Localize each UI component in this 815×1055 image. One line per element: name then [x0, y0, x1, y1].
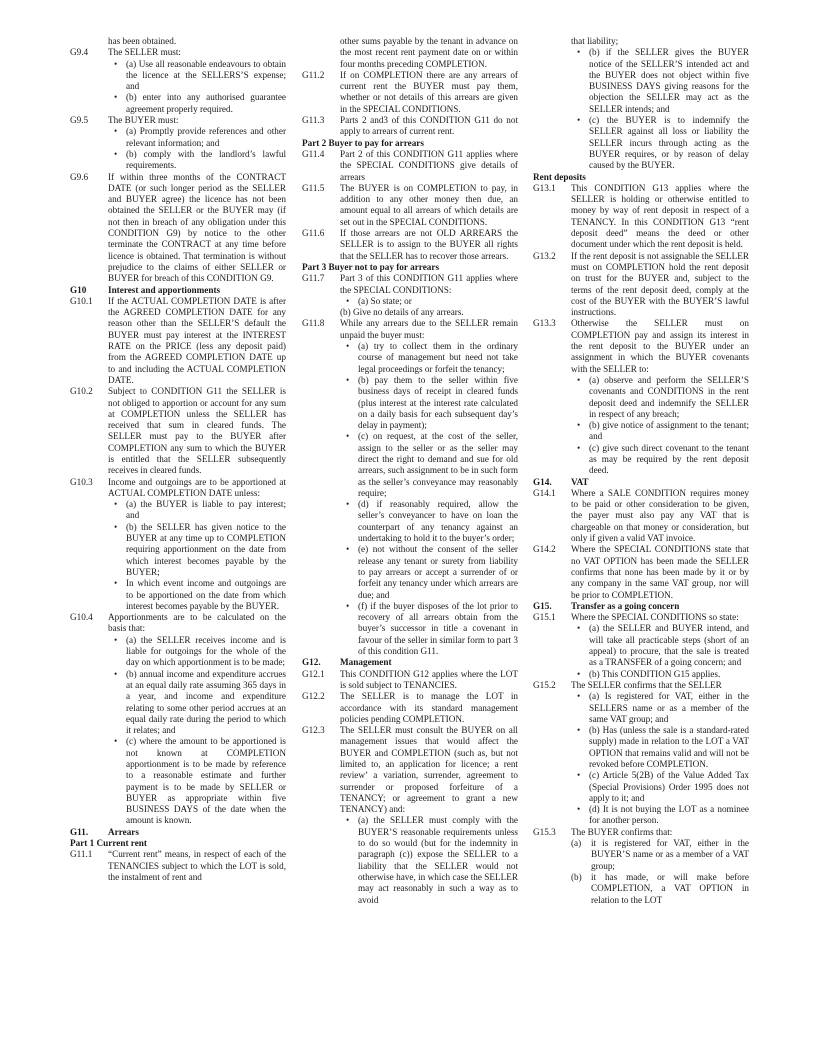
clause-text: While any arrears due to the SELLER remain unpaid the buyer must:	[340, 318, 518, 340]
clause-number: G11.8	[302, 318, 325, 329]
clause-number: G10.2	[70, 386, 93, 397]
bullet-item: • (b) if the SELLER gives the BUYER notice of the SELLER’S intended act and the BUYER does not object within five BUSINESS DAYS giving reasons for the objection the SELLER may act as the SELLER intends; and	[589, 47, 749, 115]
sub-item-label: (a)	[571, 838, 582, 849]
clause	[533, 612, 749, 623]
bullet-item: • (a) the BUYER is liable to pay interest; and	[126, 499, 286, 522]
clause	[70, 386, 286, 476]
part-heading: Part 3 Buyer not to pay for arrears	[302, 261, 440, 272]
bullet-item: • (c) Article 5(2B) of the Value Added Tax (Special Provisions) Order 1995 does not apply to it; and	[589, 770, 749, 804]
bullet-item: • (d) if reasonably required, allow the seller’s conveyancer to have on loan the counterpart of any tenancy against an undertaking to hold it to the buyer’s order;	[358, 499, 518, 544]
clause-text: Where the SPECIAL CONDITIONS so state:	[571, 612, 739, 623]
clause-text: that liability;	[571, 36, 619, 46]
bullet-item: • (a) the SELLER receives income and is liable for outgoings for the whole of the day on which apportionment is to be made;	[126, 635, 286, 669]
column-middle	[302, 36, 518, 906]
section-number: G12.	[302, 657, 321, 668]
clause-text: The SELLER confirms that the SELLER	[571, 679, 722, 690]
clause-number: G11.2	[302, 69, 325, 80]
bullet-item: • (b) This CONDITION G15 applies.	[589, 669, 749, 680]
clause-text: (b) Give no details of any arrears.	[340, 307, 464, 318]
clause-text: If the rent deposit is not assignable the SELLER must on COMPLETION hold the rent deposit on trust for the BUYER and, subject to the terms of the rent deposit deed, comply at the cost of the BUYER with the BUYER’S lawful instructions.	[571, 250, 749, 318]
section-heading	[533, 601, 749, 612]
clause	[70, 296, 286, 386]
clause-text: If the ACTUAL COMPLETION DATE is after the AGREED COMPLETION DATE for any reason other than the SELLER’S default the BUYER must pay interest at the INTEREST RATE on the PRICE (less any deposit paid) from the AGREED COMPLETION DATE up to and including the ACTUAL COMPLETION DATE.	[108, 295, 286, 385]
clause	[302, 725, 518, 815]
bullet-item: • (a) observe and perform the SELLER’S covenants and CONDITIONS in the rent deposit deed and indemnify the SELLER in respect of any breach;	[589, 375, 749, 420]
clause	[302, 691, 518, 725]
clause	[302, 70, 518, 115]
bullet-item: • (a) So state; or	[358, 296, 518, 307]
bullet-item: • (e) not without the consent of the seller release any tenant or surety from liability to pay arrears or accept a surrender of or forfeit any tenancy under which arrears are due; and	[358, 544, 518, 600]
clause-number: G10.1	[70, 295, 93, 306]
clause	[302, 318, 518, 341]
bullet-list	[571, 623, 749, 679]
bullet-item: • (b) enter into any authorised guarantee agreement properly required.	[126, 92, 286, 115]
bullet-list-wrap	[533, 691, 749, 827]
bullet-item: • (b) annual income and expenditure accrues at an equal daily rate assuming 365 days in a year, and income and expenditure relating to some other period accrues at an equal daily rate during the period to which it relates; and	[126, 669, 286, 737]
clause-number: G9.4	[70, 47, 89, 58]
part-heading: Part 1 Current rent	[70, 838, 147, 849]
bullet-item: • (b) comply with the landlord’s lawful requirements.	[126, 149, 286, 172]
clause-text: The SELLER must:	[108, 47, 181, 58]
clause-text: Subject to CONDITION G11 the SELLER is not obliged to apportion or account for any sum at COMPLETION unless the SELLER has received that sum in cleared funds. The SELLER must pay to the BUYER after COMPLETION any sum to which the BUYER is entitled that the SELLER subsequently receives in cleared funds.	[108, 386, 286, 476]
bullet-list-wrap	[70, 126, 286, 171]
clause-text: Parts 2 and3 of this CONDITION G11 do not apply to arrears of current rent.	[340, 115, 518, 137]
clause-number: G13.2	[533, 250, 556, 261]
clause-text: The BUYER is on COMPLETION to pay, in addition to any other money then due, an amount equal to all arrears of which details are set out in the SPECIAL CONDITIONS.	[340, 182, 518, 227]
sub-item	[571, 838, 749, 872]
bullet-list	[571, 375, 749, 477]
bullet-item: • (b) give notice of assignment to the tenant; and	[589, 420, 749, 443]
bullet-list-wrap	[533, 47, 749, 171]
clause-text: Apportionments are to be calculated on the basis that:	[108, 612, 286, 634]
sub-item-text: it has made, or will make before COMPLETION, a VAT OPTION in relation to the LOT	[591, 871, 749, 905]
clause-text: The SELLER is to manage the LOT in accordance with its standard management policies pending COMPLETION.	[340, 691, 518, 724]
section-title: Interest and apportionments	[108, 284, 221, 295]
clause-text: This CONDITION G13 applies where the SELLER is holding or otherwise entitled to money by way of rent deposit in respect of a TENANCY. In this CONDITION G13 “rent deposit deed” means the deed or other document under which the rent deposit is held.	[571, 182, 749, 250]
bullet-list	[340, 815, 518, 905]
clause-text: The BUYER confirms that:	[571, 826, 673, 837]
clause	[70, 477, 286, 500]
bullet-list	[571, 691, 749, 827]
bullet-item: • (c) the BUYER is to indemnify the SELLER against all loss or liability the SELLER incurs through acting as the BUYER requires, or by reason of delay caused by the BUYER.	[589, 115, 749, 171]
clause	[533, 680, 749, 691]
clause	[302, 115, 518, 138]
bullet-list-wrap	[70, 59, 286, 115]
sub-item	[571, 872, 749, 906]
bullet-list	[571, 47, 749, 171]
clause-number: G13.3	[533, 318, 556, 329]
section-heading	[70, 827, 286, 838]
clause-number: G11.4	[302, 148, 325, 159]
part-heading: Part 2 Buyer to pay for arrears	[302, 137, 424, 148]
clause-text: This CONDITION G12 applies where the LOT is sold subject to TENANCIES.	[340, 668, 518, 690]
clause	[533, 318, 749, 374]
clause-text: Where a SALE CONDITION requires money to be paid or other consideration to be given, the payer must also pay any VAT that is chargeable on that money or consideration, but only if given a valid VAT invoice.	[571, 487, 749, 544]
clause-text: Income and outgoings are to be apportioned at ACTUAL COMPLETION DATE unless:	[108, 476, 286, 498]
bullet-list-wrap	[533, 623, 749, 679]
clause	[533, 488, 749, 544]
clause-number: G15.2	[533, 679, 556, 690]
clause	[302, 669, 518, 692]
clause	[302, 149, 518, 183]
clause	[70, 115, 286, 126]
clause-text: other sums payable by the tenant in advance on the most recent rent payment date on or within four months preceding COMPLETION.	[340, 36, 518, 69]
bullet-item: • (a) the SELLER and BUYER intend, and will take all practicable steps (short of an appeal) to procure, that the sale is treated as a TRANSFER of a going concern; and	[589, 623, 749, 668]
sub-item-label: (b)	[571, 871, 582, 882]
bullet-item: • (a) the SELLER must comply with the BUYER’S reasonable requirements unless to do so would (but for the indemnity in paragraph (c)) expose the SELLER to a liability that the SELLER would not otherwise have, in which case the SELLER may act reasonably in such a way as to avoid	[358, 815, 518, 905]
clause	[70, 612, 286, 635]
clause-text: has been obtained.	[108, 36, 177, 46]
bullet-item: • (f) if the buyer disposes of the lot prior to recovery of all arrears obtain from the buyer’s successor in title a covenant in favour of the seller in similar form to part 3 of this condition G11.	[358, 601, 518, 657]
column-right	[533, 36, 749, 906]
clause	[302, 273, 518, 296]
sub-list	[571, 838, 749, 906]
bullet-item: • (b) pay them to the seller within five business days of receipt in cleared funds (plus interest at the interest rate calculated on a daily basis for each subsequent day’s delay in payment);	[358, 375, 518, 431]
clause-number: G14.2	[533, 544, 556, 555]
clause-text: Otherwise the SELLER must on COMPLETION pay and assign its interest in the rent deposit to the BUYER under an assignment in which the BUYER covenants with the SELLER to:	[571, 318, 749, 374]
clause-number: G9.5	[70, 115, 89, 126]
bullet-item: • (a) Is registered for VAT, either in the SELLERS name or as a member of the same VAT group; and	[589, 691, 749, 725]
clause-number: G15.3	[533, 826, 556, 837]
column-left	[70, 36, 286, 883]
clause-number: G9.6	[70, 171, 89, 182]
clause	[70, 849, 286, 883]
clause-number: G10.4	[70, 612, 93, 623]
clause-number: G15.1	[533, 612, 556, 623]
section-number: G14.	[533, 476, 552, 487]
sub-list-wrap	[533, 838, 749, 906]
clause	[70, 47, 286, 58]
clause-number: G11.1	[70, 849, 93, 860]
clause-text: The SELLER must consult the BUYER on all management issues that would affect the BUYER and COMPLETION (such as, but not limited to, an application for licence; a rent review’ a variation, surrender, agreement to surrender or proposed forfeiture of a TENANCY; or agreement to grant a new TENANCY) and:	[340, 725, 518, 815]
bullet-list	[340, 341, 518, 657]
clause	[533, 183, 749, 251]
section-number: G10	[70, 284, 87, 295]
clause-number: G12.3	[302, 725, 325, 736]
clause-text: The BUYER must:	[108, 115, 179, 126]
clause-number: G11.6	[302, 228, 325, 239]
bullet-item: • (d) It is not buying the LOT as a nominee for another person.	[589, 804, 749, 827]
section-heading	[70, 285, 286, 296]
section-title: Transfer as a going concern	[571, 600, 680, 611]
bullet-list-wrap	[302, 296, 518, 307]
section-title: Arrears	[108, 826, 139, 837]
bullet-list-wrap	[533, 375, 749, 477]
section-title: VAT	[571, 476, 589, 487]
bullet-item: • (c) on request, at the cost of the seller, assign to the seller or as the seller may direct the right to demand and sue for old arrears, such assignment to be in such form as the seller’s conveyance may reasonably require;	[358, 431, 518, 499]
clause	[302, 183, 518, 228]
bullet-list	[108, 59, 286, 115]
bullet-item: • (a) Use all reasonable endeavours to obtain the licence at the SELLERS’S expense; and	[126, 59, 286, 93]
bullet-item: • (c) give such direct covenant to the tenant as may be required by the rent deposit deed.	[589, 443, 749, 477]
bullet-list	[108, 499, 286, 612]
bullet-item: • In which event income and outgoings are to be apportioned on the date from which interest becomes payable by the BUYER.	[126, 578, 286, 612]
bullet-item: • (a) try to collect them in the ordinary course of management but need not take legal proceedings or forfeit the tenancy;	[358, 341, 518, 375]
clause-text: If those arrears are not OLD ARREARS the SELLER is to assign to the BUYER all rights that the SELLER has to recover those arrears.	[340, 228, 518, 261]
bullet-list	[108, 126, 286, 171]
bullet-list-wrap	[302, 341, 518, 657]
part-heading: Rent deposits	[533, 171, 586, 182]
clause-number: G11.7	[302, 273, 325, 284]
clause-text: Where the SPECIAL CONDITIONS state that no VAT OPTION has been made the SELLER confirms that none has been made by it or by any company in the same VAT group, nor will be prior to COMPLETION.	[571, 544, 749, 600]
clause	[533, 251, 749, 319]
bullet-list-wrap	[70, 499, 286, 612]
clause-text: Part 3 of this CONDITION G11 applies where the SPECIAL CONDITIONS:	[340, 273, 518, 295]
clause-number: G12.2	[302, 691, 325, 702]
section-heading	[302, 657, 518, 668]
clause	[533, 827, 749, 838]
clause-text: Part 2 of this CONDITION G11 applies where the SPECIAL CONDITIONS give details of arrears	[340, 148, 518, 182]
bullet-item: • (a) Promptly provide references and other relevant information; and	[126, 126, 286, 149]
bullet-item: • (c) where the amount to be apportioned is not known at COMPLETION apportionment is to be made by reference to a reasonable estimate and further payment is to be made by SELLER or BUYER as appropriate within five BUSINESS DAYS of the date when the amount is known.	[126, 736, 286, 826]
section-heading	[533, 477, 749, 488]
bullet-item: • (b) the SELLER has given notice to the BUYER at any time up to COMPLETION requiring apportionment on the date from which interest becomes payable by the BUYER;	[126, 522, 286, 578]
section-title: Management	[340, 657, 392, 668]
clause-number: G13.1	[533, 182, 556, 193]
clause-text: If on COMPLETION there are any arrears of current rent the BUYER must pay them, whether or not details of this arrears are given in the SPECIAL CONDITIONS.	[340, 69, 518, 114]
clause	[533, 544, 749, 600]
section-number: G11.	[70, 826, 89, 837]
clause-number: G12.1	[302, 668, 325, 679]
bullet-list-wrap	[302, 815, 518, 905]
clause	[70, 172, 286, 285]
clause-number: G11.3	[302, 115, 325, 126]
clause-number: G14.1	[533, 487, 556, 498]
bullet-list-wrap	[70, 635, 286, 827]
clause-number: G11.5	[302, 182, 325, 193]
bullet-list	[108, 635, 286, 827]
bullet-list	[340, 296, 518, 307]
clause-number: G10.3	[70, 476, 93, 487]
clause-text: If within three months of the CONTRACT DATE (or such longer period as the SELLER and BUYER agree) the licence has not been obtained the SELLER or the BUYER may (if not then in breach of any obligation under this CONDITION G9) by notice to the other terminate the CONTRACT at any time before licence is obtained. That termination is without prejudice to the claims of either SELLER or BUYER for breach of this CONDITION G9.	[108, 171, 286, 284]
bullet-item: • (b) Has (unless the sale is a standard-rated supply) made in relation to the LOT a VAT OPTION that remains valid and will not be revoked before COMPLETION.	[589, 725, 749, 770]
sub-item-text: it is registered for VAT, either in the BUYER’S name or as a member of a VAT group;	[591, 838, 749, 871]
section-number: G15.	[533, 600, 552, 611]
clause-text: “Current rent” means, in respect of each of the TENANCIES subject to which the LOT is sold, the instalment of rent and	[108, 849, 286, 882]
clause	[302, 228, 518, 262]
